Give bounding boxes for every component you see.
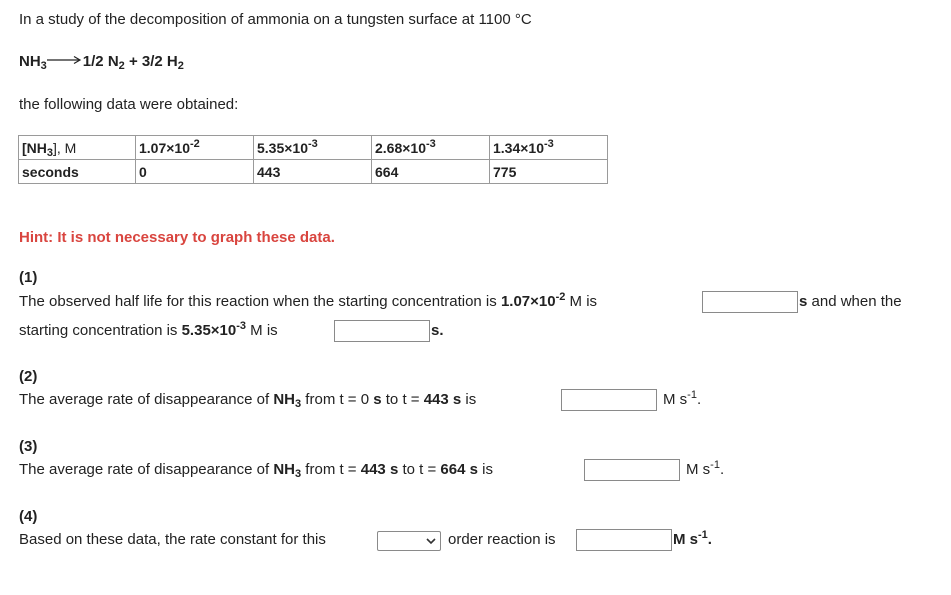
q1-half-life-input-2[interactable] bbox=[334, 320, 430, 342]
reactant: NH bbox=[19, 53, 41, 70]
q1-unit-b: s. bbox=[431, 322, 444, 339]
q1-text-line2: starting concentration is $5.35\times 10^{-3}$ M is bbox=[19, 320, 278, 339]
q4-number: (4) bbox=[19, 508, 38, 525]
q3-rate-input[interactable] bbox=[584, 459, 680, 481]
table-cell: $1.34\times 10^{-3}$ bbox=[490, 136, 608, 160]
q1-text-line1: The observed half life for this reaction when the starting concentration is $1.07\times 10^{-2}$ M is bbox=[19, 291, 598, 310]
q4-text-a: Based on these data, the rate constant for this bbox=[19, 531, 326, 548]
hint-text: Hint: It is not necessary to graph these data. bbox=[19, 229, 335, 246]
reaction-arrow-icon bbox=[47, 55, 83, 65]
q1-number: (1) bbox=[19, 269, 38, 286]
chevron-down-icon bbox=[425, 534, 437, 548]
table-row bbox=[19, 136, 608, 160]
q4-order-select[interactable] bbox=[377, 531, 441, 551]
q2-unit: M $s^{-1}$. bbox=[663, 389, 702, 408]
plus-sign: + bbox=[128, 53, 138, 70]
table-cell: $1.07\times 10^{-2}$ bbox=[136, 136, 254, 160]
table-cell: 443 bbox=[254, 160, 372, 184]
table-cell: 775 bbox=[490, 160, 608, 184]
data-table bbox=[18, 135, 608, 184]
q2-text: The average rate of disappearance of $NH_3$ from t = 0 s to t = 443 s is bbox=[19, 391, 477, 410]
table-row bbox=[19, 160, 608, 184]
q1-half-life-input-1[interactable] bbox=[702, 291, 798, 313]
intro-line: In a study of the decomposition of ammonia on a tungsten surface at 1100 °C bbox=[19, 11, 532, 28]
q1-text-tail: s and when the bbox=[799, 293, 902, 310]
intro-data-line: the following data were obtained: bbox=[19, 96, 239, 113]
q2-number: (2) bbox=[19, 368, 38, 385]
row-label-concentration: $[NH_3]$, M bbox=[19, 136, 136, 160]
q3-number: (3) bbox=[19, 438, 38, 455]
table-cell: 0 bbox=[136, 160, 254, 184]
table-cell: $5.35\times 10^{-3}$ bbox=[254, 136, 372, 160]
product-n2: 1/2 N bbox=[82, 53, 119, 70]
table-cell: $2.68\times 10^{-3}$ bbox=[372, 136, 490, 160]
table-cell: 664 bbox=[372, 160, 490, 184]
reaction-equation: $NH_3$ 1/2 $N_2 + 3/2$ $H_2$ bbox=[19, 53, 184, 72]
q3-unit: M $s^{-1}$. bbox=[686, 459, 725, 478]
q4-text-b: order reaction is bbox=[448, 531, 556, 548]
product-h2: 3/2 H bbox=[141, 53, 178, 70]
q4-rate-constant-input[interactable] bbox=[576, 529, 672, 551]
q2-rate-input[interactable] bbox=[561, 389, 657, 411]
q3-text: The average rate of disappearance of $NH_3$ from t = 443 s to t = 664 s is bbox=[19, 461, 493, 480]
q4-unit: M $s^{-1}$. bbox=[673, 529, 712, 548]
row-label-seconds: seconds bbox=[19, 160, 136, 184]
